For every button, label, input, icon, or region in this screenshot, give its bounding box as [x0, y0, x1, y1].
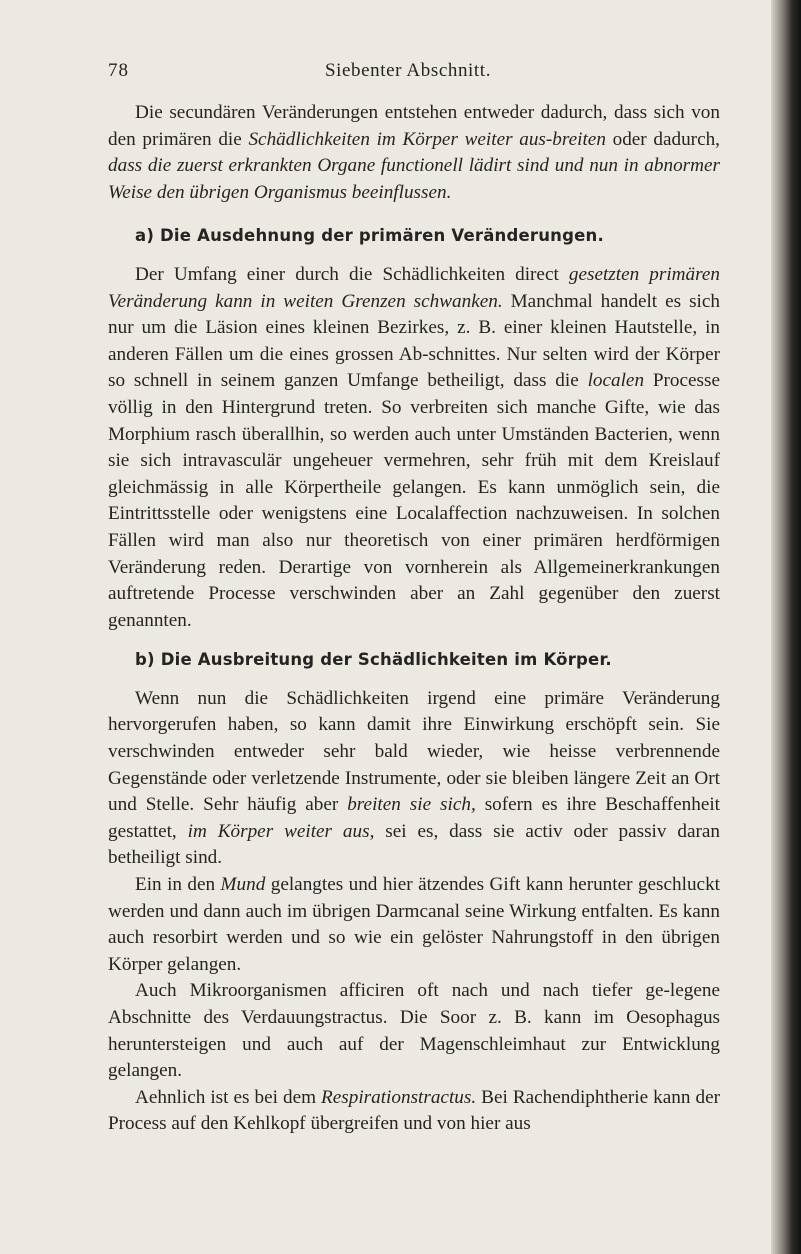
section-b-paragraph-1: Wenn nun die Schädlichkeiten irgend eine primäre Veränderung hervorgerufen haben, so kann damit ihre Einwirkung erschöpft sein. Sie verschwinden entweder sehr bald wieder, wie heisse verbrennende Gegenstände oder verletzende Instrumente, oder sie bleiben längere Zeit an Ort und Stelle. Sehr häufig aber breiten sie sich, sofern es ihre Beschaffenheit gestattet, im Körper weiter aus, sei es, dass sie activ oder passiv daran betheiligt sind. — [108, 687, 721, 869]
section-a-paragraph: Der Umfang einer durch die Schädlichkeiten direct gesetzten primären Veränderung kann in weiten Grenzen schwanken. Manchmal handelt es sich nur um die Läsion eines kleinen Bezirkes, z. B. einer kleinen Hautstelle, in anderen Fällen um die eines grossen Ab-schnittes. Nur selten wird der Körper so schnell in seinem ganzen Umfange betheiligt, dass die localen Processe völlig in den Hintergrund treten. So verbreiten sich manche Gifte, wie das Morphium rasch überallhin, so werden auch unter Umständen Bacterien, wenn sie sich intravasculär ungeheuer vermehren, sehr früh mit dem Kreislauf gleichmässig in alle Körpertheile gelangen. Es kann unmöglich sein, die Eintrittsstelle oder wenigstens eine Localaffection nachzuweisen. In solchen Fällen wird man also nur theoretisch von einer primären herdförmigen Veränderung reden. Derartige von vornherein als Allgemeinerkrankungen auftretende Processe verschwinden aber an Zahl gegenüber den zuerst genannten. — [108, 263, 721, 631]
section-b-paragraph-3: Auch Mikroorganismen afficiren oft nach und nach tiefer ge-legene Abschnitte des Verdauungstractus. Die Soor z. B. kann im Oesophagus heruntersteigen und auch auf der Magenschleimhaut zur Entwicklung gelangen. — [108, 980, 720, 1082]
section-heading-a: a) Die Ausdehnung der primären Veränderungen. — [135, 226, 604, 246]
page-header — [108, 60, 708, 86]
page-edge-shadow — [771, 0, 801, 1254]
section-b-paragraph-4: Aehnlich ist es bei dem Respirationstractus. Bei Rachendiphtherie kann der Process auf den Kehlkopf übergreifen und von hier aus — [108, 1086, 720, 1135]
running-title: Siebenter Abschnitt. — [324, 60, 492, 81]
section-b-paragraph-2: Ein in den Mund gelangtes und hier ätzendes Gift kann herunter geschluckt werden und dann auch im übrigen Darmcanal seine Wirkung entfalten. Es kann auch resorbirt werden und so wie ein gelöster Nahrungstoff in den übrigen Körper gelangen. — [108, 874, 720, 975]
section-heading-b: b) Die Ausbreitung der Schädlichkeiten im Körper. — [135, 650, 612, 670]
page-number: 78 — [108, 60, 129, 81]
body-text — [108, 100, 720, 1138]
intro-paragraph: Die secundären Veränderungen entstehen entweder dadurch, dass sich von den primären die Schädlichkeiten im Körper weiter aus-breiten oder dadurch, dass die zuerst erkrankten Organe functionell lädirt sind und nun in abnormer Weise den übrigen Organismus beeinflussen. — [108, 102, 720, 203]
